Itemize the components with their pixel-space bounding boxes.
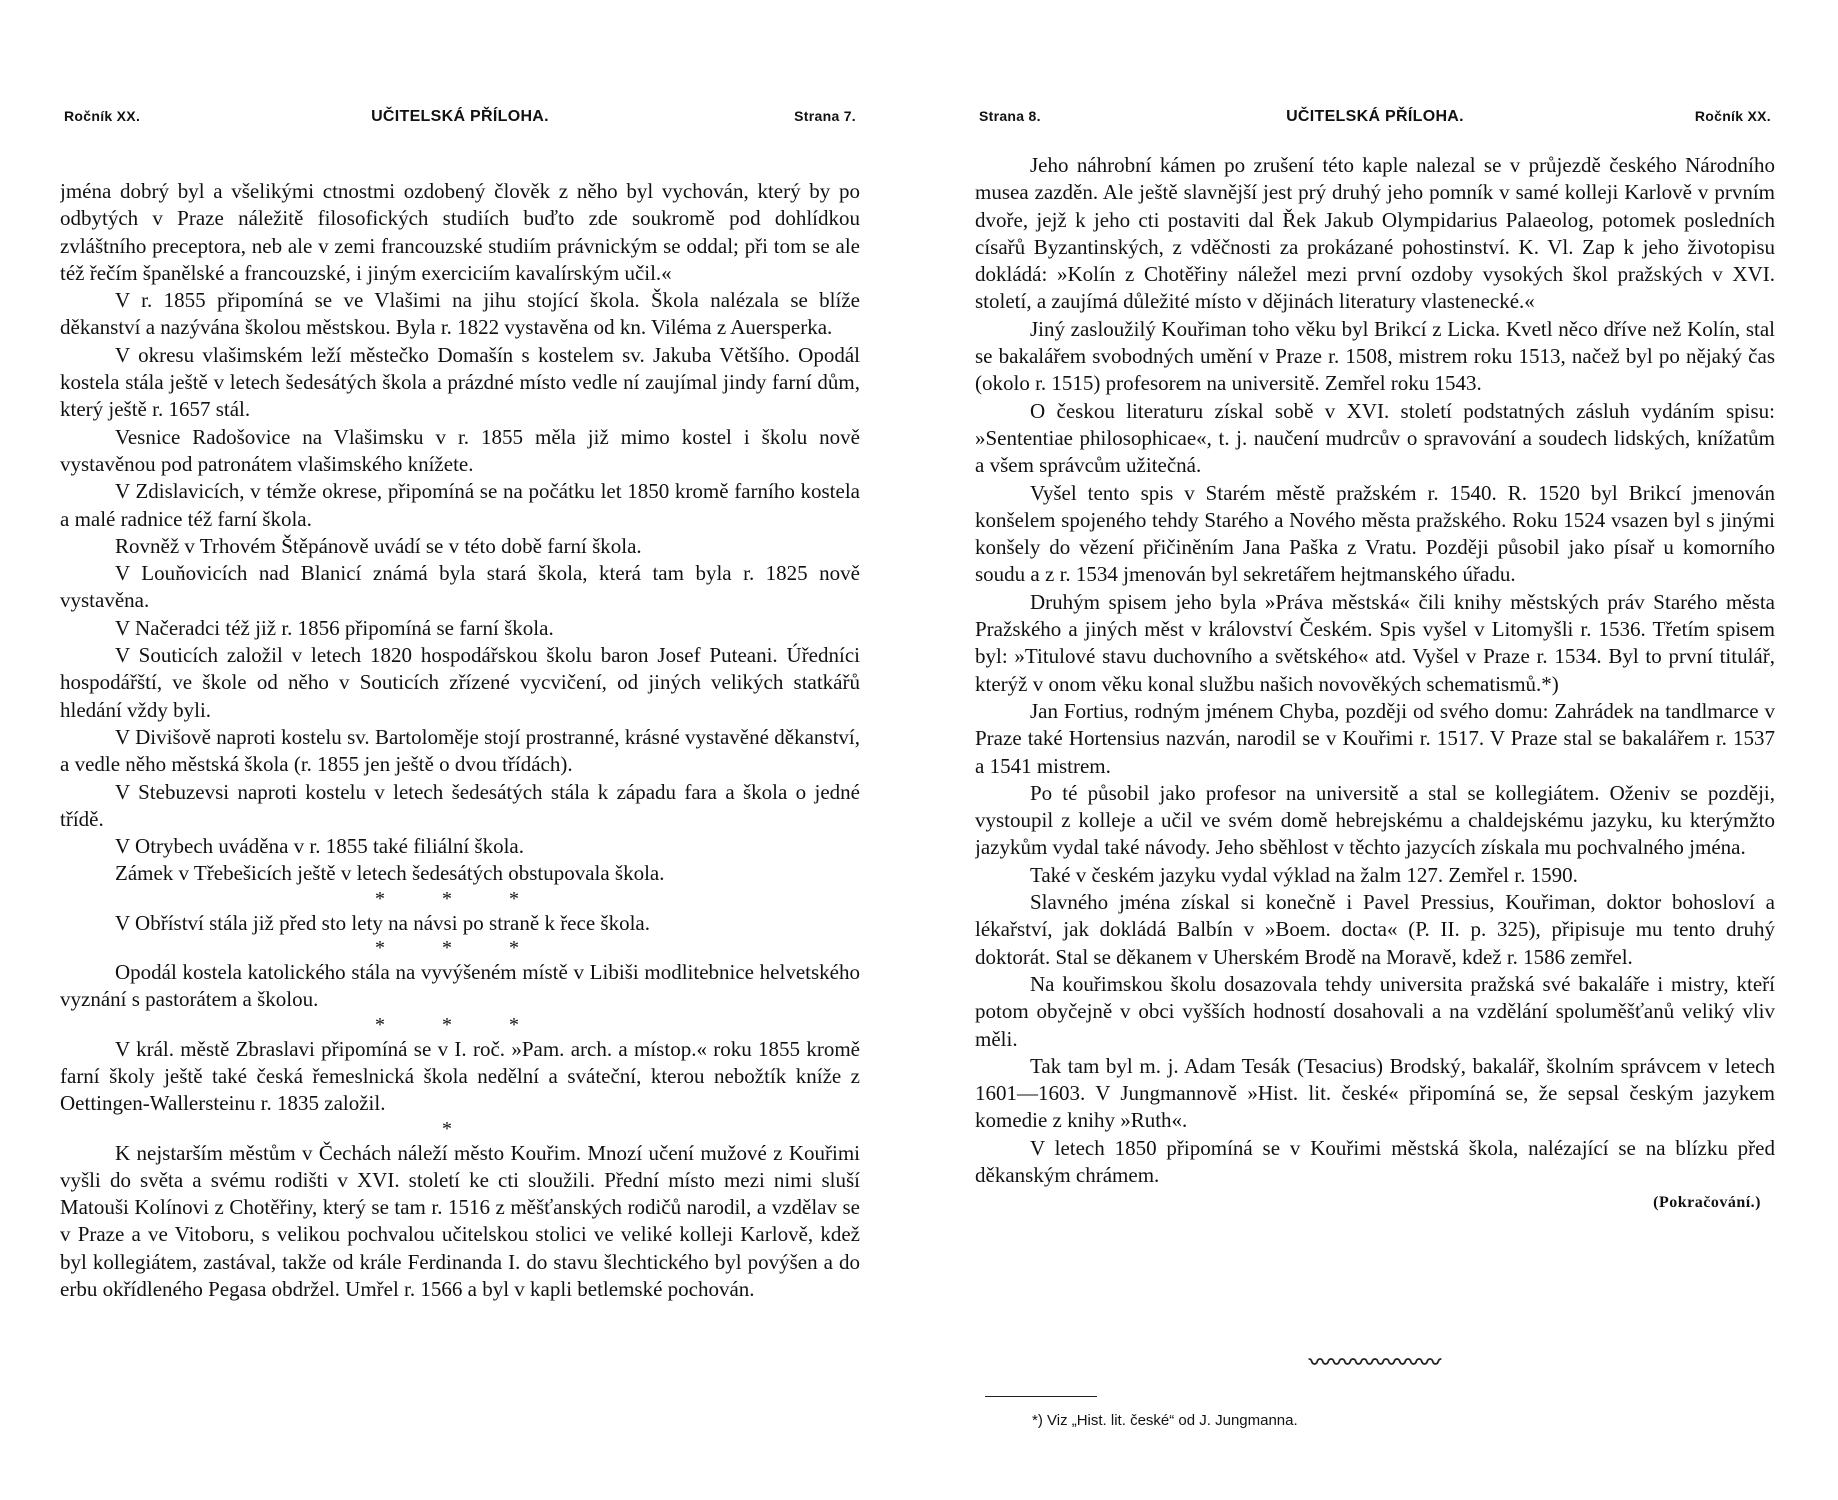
journal-title: UČITELSKÁ PŘÍLOHA. bbox=[1286, 108, 1464, 125]
paragraph: V Stebuzevsi naproti kostelu v letech šedesátých stála k západu fara a škola o jedné třídě. bbox=[60, 779, 860, 831]
paragraph: Tak tam byl m. j. Adam Tesák (Tesacius) Brodský, bakalář, školním správcem v letech 1601—1603. V Jungmannově »Hist. lit. české« připomíná se, že sepsal českým jazykem komedie z knihy »Ruth«. bbox=[975, 1053, 1775, 1133]
paragraph: Po té působil jako profesor na universitě a stal se kollegiátem. Oženiv se později, vystoupil z kolleje a učil ve svém domě hebrejskému a chaldejskému jazyku, ku kterýmžto jazykům vydal také návody. Jeho sběhlost v těchto jazycích získala mu pochvalného jména. bbox=[975, 780, 1775, 860]
paragraph: V Divišově naproti kostelu sv. Bartoloměje stojí prostranné, krásné vystavěné děkanství, a vedle něho městská škola (r. 1855 jen ještě o dvou třídách). bbox=[60, 724, 860, 777]
volume-label: Ročník XX. bbox=[1694, 108, 1771, 124]
paragraph: Rovněž v Trhovém Štěpánově uvádí se v této době farní škola. bbox=[115, 533, 642, 558]
section-separator: * * * bbox=[375, 937, 545, 960]
volume-label: Ročník XX. bbox=[64, 108, 141, 124]
paragraph: V letech 1850 připomíná se v Kouřimi městská škola, nalézající se na blízku před děkanským chrámem. bbox=[975, 1135, 1775, 1187]
paragraph: Také v českém jazyku vydal výklad na žalm 127. Zemřel r. 1590. bbox=[1030, 862, 1578, 887]
paragraph: V r. 1855 připomíná se ve Vlašimi na jihu stojící škola. Škola nalézala se blíže děkanství a nazývána školou městskou. Byla r. 1822 vystavěna od kn. Viléma z Auersperka. bbox=[60, 288, 860, 340]
section-separator: * * * bbox=[375, 887, 545, 910]
page-header bbox=[60, 108, 860, 132]
paragraph: V Zdislavicích, v témže okrese, připomíná se na počátku let 1850 kromě farního kostela a malé radnice též farní škola. bbox=[60, 479, 860, 531]
paragraph: Slavného jména získal si konečně i Pavel Pressius, Kouřiman, doktor bohosloví a lékařství, jak dokládá Balbín v »Boem. docta« (P. II. p. 325), připisuje mu tento druhý doktorát. Stal se děkanem v Uherském Brodě na Moravě, kdež r. 1586 zemřel. bbox=[975, 890, 1775, 969]
paragraph: Druhým spisem jeho byla »Práva městská« čili knihy městských práv Starého města Pražského a jiných měst v království Českém. Spis vyšel v Litomyšli r. 1536. Třetím spisem byl: »Titulové stavu duchovního a světského« atd. Vyšel v Praze r. 1534. Byl to první titulář, kterýž v onom věku konal službu našich novověkých schematismů.*) bbox=[975, 589, 1775, 696]
paragraph: V okresu vlašimském leží městečko Domašín s kostelem sv. Jakuba Většího. Opodál kostela stála ještě v letech šedesátých škola a prázdné místo vedle ní zaujímal jindy farní dům, který ještě r. 1657 stál. bbox=[60, 342, 860, 422]
paragraph: Vesnice Radošovice na Vlašimsku v r. 1855 měla již mimo kostel i školu nově vystavěnou pod patronátem vlašimského knížete. bbox=[60, 424, 860, 476]
paragraph: Jeho náhrobní kámen po zrušení této kaple nalezal se v průjezdě českého Národního musea zazděn. Ale ještě slavnější jest prý druhý jeho pomník v samé kolleji Karlově v prvním dvoře, jejž k jeho cti postaviti dal Řek Jakub Olympidarius Palaeolog, potomek posledních císařů Byzantinských, z vděčnosti za prokázané pohostinství. K. Vl. Zap k jeho životopisu dokládá: »Kolín z Chotěřiny náležel mezi první ozdoby vysokých škol pražských v XVI. století, a zaujímá důležité místo v dějinách literatury vlastenecké.« bbox=[975, 153, 1775, 314]
left-page bbox=[60, 0, 860, 1500]
paragraph: V Souticích založil v letech 1820 hospodářskou školu baron Josef Puteani. Úředníci hospodářští, ve škole od něho v Souticích zřízené vycvičení, od jiných velikých statkářů hledání vždy byli. bbox=[60, 643, 860, 722]
paragraph: V Načeradci též již r. 1856 připomíná se farní škola. bbox=[115, 615, 554, 640]
paragraph: V král. městě Zbraslavi připomíná se v I. roč. »Pam. arch. a místop.« roku 1855 kromě farní školy ještě také česká řemeslnická škola nedělní a sváteční, kterou nebožtík kníže z Oettingen-Wallersteinu r. 1835 založil. bbox=[60, 1036, 860, 1116]
right-page bbox=[975, 0, 1775, 1500]
page-header bbox=[975, 108, 1775, 132]
paragraph: Na kouřimskou školu dosazovala tehdy universita pražská své bakaláře i mistry, kteří potom obyčejně v obci vyšších hodností dosahovali a na vzdělání spoluměšťanů veliký vliv měli. bbox=[975, 971, 1775, 1051]
section-separator: * * * bbox=[375, 1013, 545, 1036]
section-separator: * bbox=[442, 1117, 478, 1140]
footnote: *) Viz „Hist. lit. české“ od J. Jungmanna. bbox=[1032, 1412, 1298, 1429]
right-text-body bbox=[975, 152, 1775, 1217]
paragraph: Opodál kostela katolického stála na vyvýšeném místě v Libiši modlitebnice helvetského vyznání s pastorátem a školou. bbox=[60, 960, 860, 1012]
journal-title: UČITELSKÁ PŘÍLOHA. bbox=[371, 108, 549, 125]
paragraph: Jiný zasloužilý Kouřiman toho věku byl Brikcí z Licka. Kvetl něco dříve než Kolín, stal se bakalářem svobodných umění v Praze r. 1508, mistrem roku 1513, načež byl po nějaký čas (okolo r. 1515) profesorem na universitě. Zemřel roku 1543. bbox=[975, 316, 1775, 396]
paragraph: Vyšel tento spis v Starém městě pražském r. 1540. R. 1520 byl Brikcí jmenován konšelem spojeného tehdy Starého a Nového města pražského. Roku 1524 vsazen byl s jinými konšely do vězení přičiněním Jana Paška z Vratu. Později působil jako písař u komorního soudu a z r. 1534 jmenován byl sekretářem hejtmanského úřadu. bbox=[975, 480, 1775, 587]
paragraph: V Obříství stála již před sto lety na návsi po straně k řece škola. bbox=[115, 910, 650, 935]
wavy-ornament: 〰〰〰〰〰〰 bbox=[1308, 1350, 1441, 1375]
paragraph: V Louňovicích nad Blanicí známá byla stará škola, která tam byla r. 1825 nově vystavěna. bbox=[60, 561, 860, 613]
page-number: Strana 7. bbox=[794, 108, 856, 124]
paragraph: Jan Fortius, rodným jménem Chyba, později od svého domu: Zahrádek na tandlmarce v Praze také Hortensius nazván, narodil se v Kouřimi r. 1517. V Praze stal se bakalářem r. 1537 a 1541 mistrem. bbox=[975, 698, 1775, 778]
paragraph: O českou literaturu získal sobě v XVI. století podstatných zásluh vydáním spisu: »Sententiae philosophicae«, t. j. naučení mudrcův o spravování a soudech lidských, knížatům a všem správcům užitečná. bbox=[975, 398, 1775, 478]
paragraph: Zámek v Třebešicích ještě v letech šedesátých obstupovala škola. bbox=[115, 861, 665, 886]
left-text-body bbox=[60, 178, 860, 1303]
paragraph: V Otrybech uváděna v r. 1855 také filiální škola. bbox=[115, 834, 525, 859]
footnote-rule bbox=[985, 1396, 1097, 1397]
continuation-note: (Pokračování.) bbox=[1653, 1194, 1761, 1212]
page-number: Strana 8. bbox=[979, 108, 1041, 124]
paragraph: K nejstarším městům v Čechách náleží město Kouřim. Mnozí učení mužové z Kouřimi vyšli do světa a svému rodišti v XVI. století ke cti sloužili. Přední místo mezi nimi sluší Matouši Kolínovi z Chotěřiny, který se tam r. 1516 z měšťanských rodičů narodil, a vzdělav se v Praze a ve Vitoboru, s velikou pochvalou učitelskou stolici ve veliké kolleji Karlově, kdež byl kollegiátem, zastával, takže od krále Ferdinanda I. do stavu šlechtického byl povýšen a do erbu okřídleného Pegasa obdržel. Umřel r. 1566 a byl v kapli betlemské pochován. bbox=[60, 1140, 860, 1301]
paragraph: jména dobrý byl a všelikými ctnostmi ozdobený člověk z něho byl vychován, který by po odbytých v Praze náležitě filosofických studiích buďto zde soukromě pod dohlídkou zvláštního preceptora, neb ale v zemi francouzské studiím právnickým se oddal; při tom se ale též řečím španělské a francouzské, i jiným exerciciím kavalírským učil.« bbox=[60, 179, 860, 285]
